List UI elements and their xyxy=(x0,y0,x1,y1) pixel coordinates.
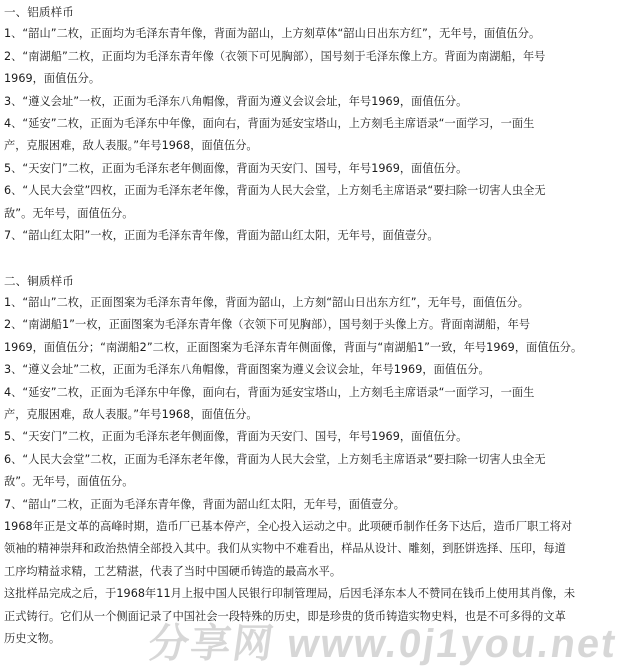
text-line: 2、“南湖船”二枚，正面均为毛泽东青年像（衣领下可见胸部），国号刻于毛泽东像上方。背面为南湖船，年号 xyxy=(4,49,546,63)
section-spacer xyxy=(4,247,618,269)
text-line: 领袖的精神崇拜和政治热情全部投入其中。我们从实物中不难看出，样品从设计、雕刻，到胚饼选择、压印，每道 xyxy=(4,542,566,556)
section-heading: 一、铝质样币 xyxy=(4,5,74,19)
text-line: 3、“遵义会址”一枚，正面为毛泽东八角帽像，背面为遵义会议会址，年号1969，面值伍分。 xyxy=(4,94,468,108)
text-line: 5、“天安门”二枚，正面为毛泽东老年侧面像，背面为天安门、国号，年号1969，面值伍分。 xyxy=(4,161,468,175)
text-line: 1、“韶山”二枚，正面图案为毛泽东青年像，背面为韶山，上方刻“韶山日出东方红”，无年号，面值伍分。 xyxy=(4,296,530,310)
text-line: 历史文物。 xyxy=(4,631,61,645)
text-line: 产，克服困难，敌人表服。”年号1968，面值伍分。 xyxy=(4,139,258,153)
text-line: 正式铸行。它们从一个侧面记录了中国社会一段特殊的历史，即是珍贵的货币铸造实物史料，也是不可多得的文革 xyxy=(4,609,566,623)
text-line: 这批样品完成之后，于1968年11月上报中国人民银行印制管理局，后因毛泽东本人不赞同在钱币上使用其肖像，未 xyxy=(4,587,576,601)
closing-paragraphs xyxy=(4,516,618,650)
text-line: 1、“韶山”二枚，正面均为毛泽东青年像，背面为韶山，上方刻草体“韶山日出东方红”，无年号，面值伍分。 xyxy=(4,27,541,41)
text-line: 3、“遵义会址”二枚，正面为毛泽东八角帽像，背面图案为遵义会议会址，年号1969，面值伍分。 xyxy=(4,363,490,377)
text-line: 4、“延安”二枚，正面为毛泽东中年像，面向右，背面为延安宝塔山，上方刻毛主席语录“一面学习，一面生 xyxy=(4,116,535,130)
text-line: 1969，面值伍分。 xyxy=(4,72,101,86)
text-line: 5、“天安门”二枚，正面为毛泽东老年侧面像，背面为天安门、国号，年号1969，面值伍分。 xyxy=(4,430,468,444)
text-line: 敌”。无年号，面值伍分。 xyxy=(4,475,134,489)
text-line: 7、“韶山”二枚，正面为毛泽东青年像，背面为韶山红太阳，无年号，面值壹分。 xyxy=(4,497,405,511)
section-copper xyxy=(4,270,618,516)
text-line: 7、“韶山红太阳”一枚，正面为毛泽东青年像，背面为韶山红太阳，无年号，面值壹分。 xyxy=(4,228,439,242)
text-line: 6、“人民大会堂”二枚，正面为毛泽东老年像，背面为人民大会堂，上方刻毛主席语录“要扫除一切害人虫全无 xyxy=(4,452,546,466)
text-line: 4、“延安”二枚，正面为毛泽东中年像，面向右，背面为延安宝塔山，上方刻毛主席语录“一面学习，一面生 xyxy=(4,385,535,399)
text-line: 产，克服困难，敌人表服。”年号1968，面值伍分。 xyxy=(4,408,258,422)
section-heading: 二、铜质样币 xyxy=(4,273,74,288)
text-line: 1969，面值伍分；“南湖船2”二枚，正面图案为毛泽东青年侧面像，背面与“南湖船1”一致，年号1969，面值伍分。 xyxy=(4,340,583,354)
text-line: 2、“南湖船1”一枚，正面图案为毛泽东青年像（衣领下可见胸部），国号刻于头像上方。背面南湖船，年号 xyxy=(4,318,531,332)
text-line: 敌”。无年号，面值伍分。 xyxy=(4,206,134,220)
text-line: 6、“人民大会堂”四枚，正面为毛泽东老年像，背面为人民大会堂，上方刻毛主席语录“要扫除一切害人虫全无 xyxy=(4,184,546,198)
watermark: 分享网 www.0j1you.net xyxy=(145,622,620,666)
text-line: 1968年正是文革的高峰时期，造币厂已基本停产，全心投入运动之中。此项硬币制作任务下达后，造币厂职工将对 xyxy=(4,519,573,533)
section-aluminum xyxy=(4,1,618,247)
text-line: 工序均精益求精，工艺精湛，代表了当时中国硬币铸造的最高水平。 xyxy=(4,564,342,578)
